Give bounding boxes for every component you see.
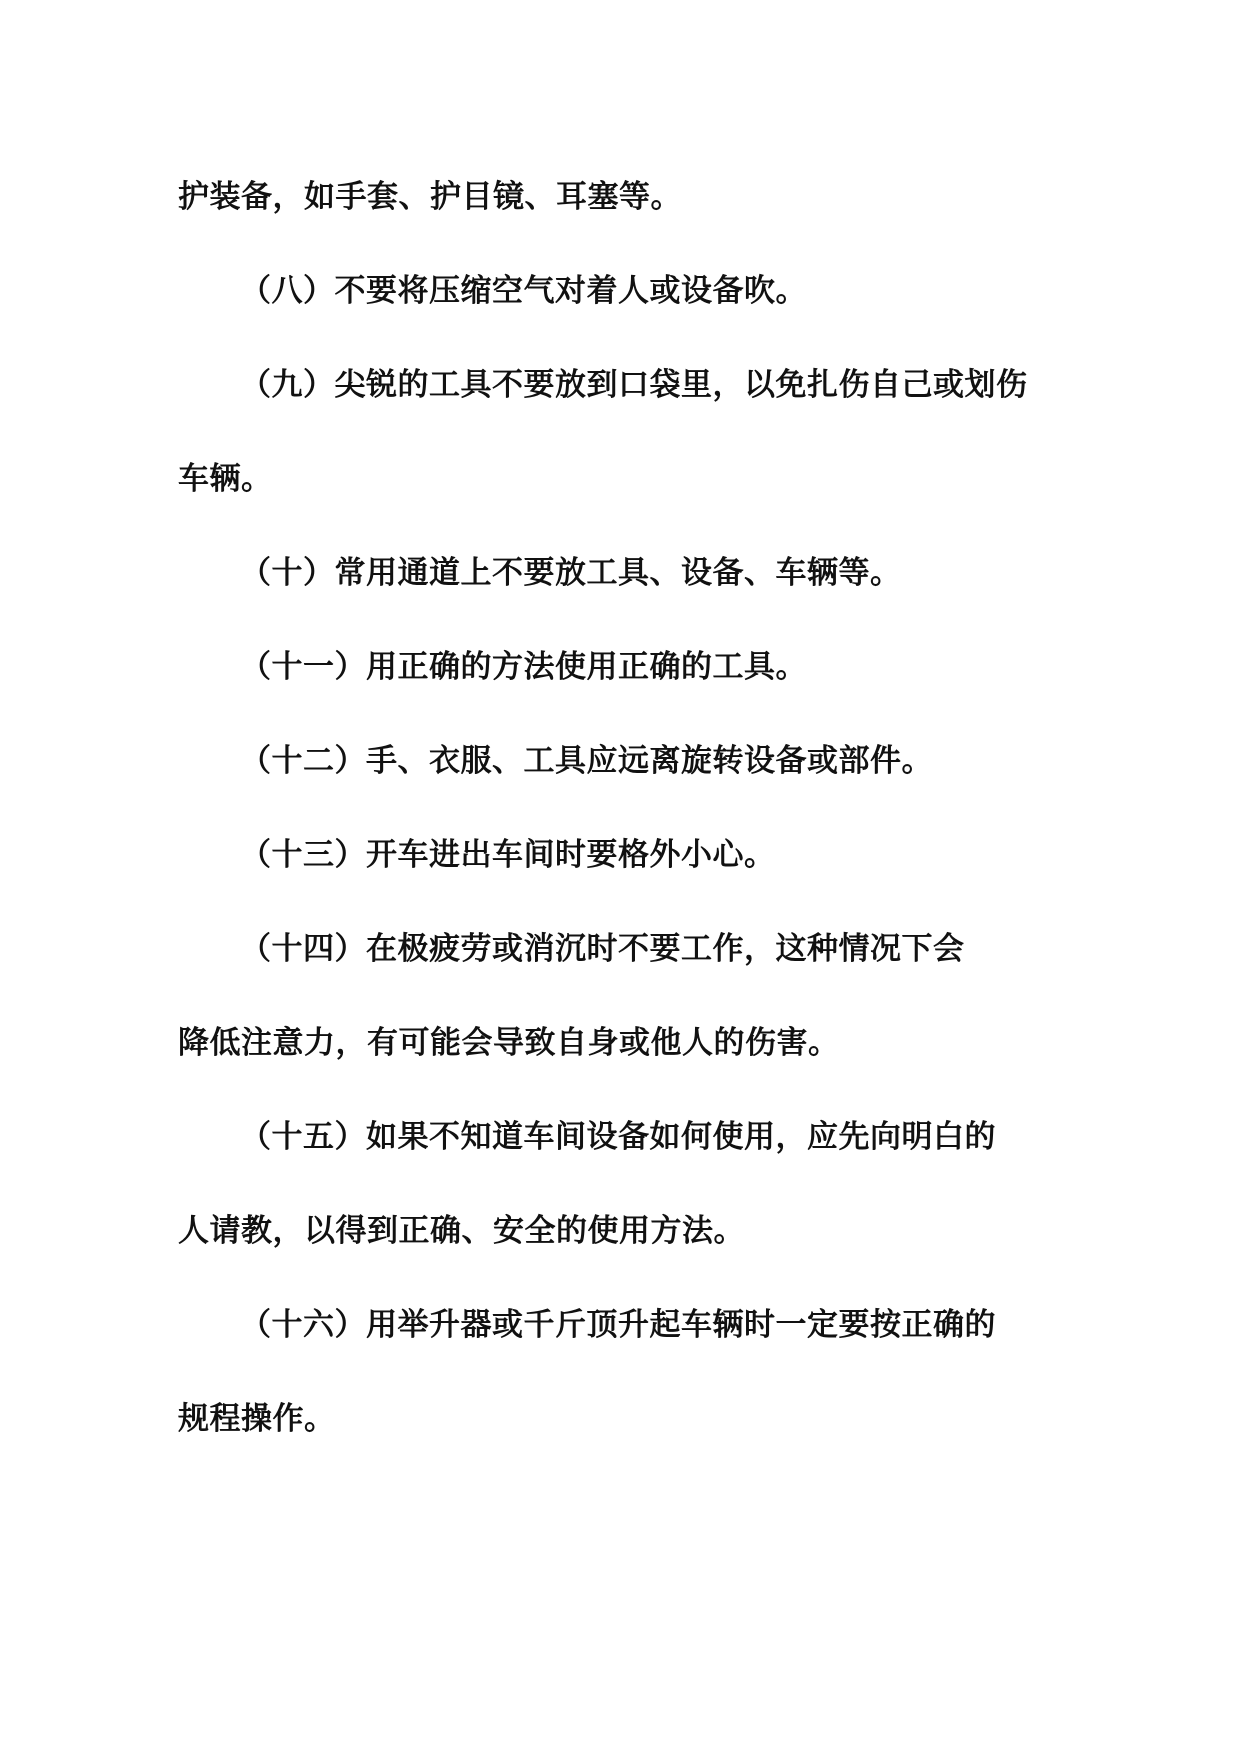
paragraph-item-15	[178, 1090, 1078, 1278]
text-line: （十四）在极疲劳或消沉时不要工作，这种情况下会	[240, 931, 965, 967]
paragraph-item-14	[178, 902, 1078, 1090]
paragraph-item-8	[178, 244, 1078, 338]
text-line: 降低注意力，有可能会导致自身或他人的伤害。	[178, 1025, 840, 1061]
text-line: （八）不要将压缩空气对着人或设备吹。	[240, 273, 807, 309]
text-line: （十三）开车进出车间时要格外小心。	[240, 837, 776, 873]
text-line: 人请教，以得到正确、安全的使用方法。	[178, 1213, 745, 1249]
text-line: （十一）用正确的方法使用正确的工具。	[240, 649, 807, 685]
paragraph-item-16	[178, 1278, 1078, 1466]
paragraph-item-11	[178, 620, 1078, 714]
text-line: （十五）如果不知道车间设备如何使用，应先向明白的	[240, 1119, 996, 1155]
paragraph-continuation	[178, 150, 1078, 244]
text-line: （十六）用举升器或千斤顶升起车辆时一定要按正确的	[240, 1307, 996, 1343]
paragraph-item-9	[178, 338, 1078, 526]
text-line: 车辆。	[178, 461, 273, 497]
text-line: （九）尖锐的工具不要放到口袋里，以免扎伤自己或划伤	[240, 367, 1028, 403]
document-body	[178, 150, 1078, 1466]
text-line: 护装备，如手套、护目镜、耳塞等。	[178, 179, 682, 215]
text-line: （十）常用通道上不要放工具、设备、车辆等。	[240, 555, 902, 591]
text-line: （十二）手、衣服、工具应远离旋转设备或部件。	[240, 743, 933, 779]
paragraph-item-13	[178, 808, 1078, 902]
paragraph-item-10	[178, 526, 1078, 620]
paragraph-item-12	[178, 714, 1078, 808]
text-line: 规程操作。	[178, 1401, 336, 1437]
